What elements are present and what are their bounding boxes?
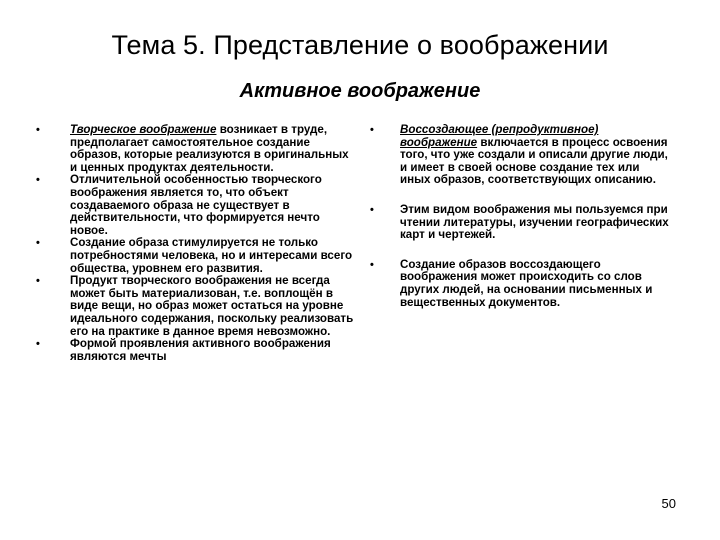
list-item [370,259,670,309]
bullet-icon: • [36,275,40,288]
bullet-icon: • [370,203,374,216]
list-item-body: Формой проявления активного воображения являются мечты [70,337,331,363]
list-item-body: Создание образа стимулируется не только потребностями человека, но и интересами всего общества, уровнем его развития. [70,236,353,275]
bullet-icon: • [370,258,374,271]
list-item-text [36,174,354,237]
bullet-icon: • [36,338,40,351]
term-reproductive-imagination: Воссоздающее (репродуктивное) воображение [400,123,599,149]
slide-title: Тема 5. Представление о воображении [111,30,609,60]
bullet-icon: • [370,124,374,136]
slide-subtitle: Активное воображение [239,80,481,102]
list-item-text [36,275,354,338]
list-item-body: Создание образов воссоздающего воображения может происходить со слов других людей, на основании письменных и вещественных документов. [400,257,653,309]
list-item-text [370,124,670,187]
list-item [36,124,354,174]
page-number: 50 [661,496,676,511]
list-item [370,124,670,187]
list-item [36,275,354,338]
list-item [36,174,354,237]
bullet-icon: • [36,174,40,187]
list-item-body: включается в процесс освоения того, что уже создали и описали другие люди, и имеет в своей основе создание тех или иных образов, соответствующих описанию. [400,135,668,187]
list-item-text [36,338,354,363]
left-bullet-list [36,124,354,363]
list-item-body: возникает в труде, предполагает самостоятельное создание образов, которые реализуются в оригинальных и ценных продуктах деятельности. [70,123,349,174]
list-item-body: Этим видом воображения мы пользуемся при чтении литературы, изучении географических карт и чертежей. [400,202,669,242]
list-item [370,204,670,242]
list-item [36,237,354,275]
list-item-body: Продукт творческого воображения не всегда может быть материализован, т.е. воплощён в виде вещи, но образ может остаться на уровне идеального содержания, поскольку реализовать его на практике в данное время невозможно. [70,274,354,338]
term-creative-imagination: Творческое воображение [70,123,217,136]
list-item-text [370,259,670,309]
bullet-icon: • [36,124,40,136]
list-item-text [370,204,670,242]
list-item-body: Отличительной особенностью творческого воображения является то, что объект создаваемого образа не существует в действительности, что формируется нечто новое. [70,173,322,237]
right-bullet-list [370,124,670,309]
list-item-text [36,124,354,174]
list-item [36,338,354,363]
list-item-text [36,237,354,275]
bullet-icon: • [36,237,40,250]
